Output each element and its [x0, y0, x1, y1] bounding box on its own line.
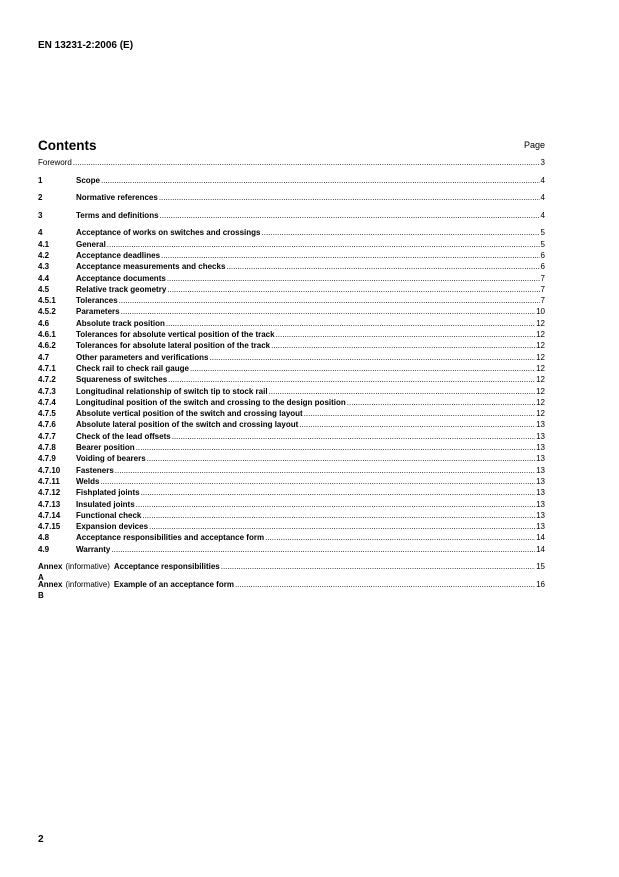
toc-entry-number: 4.7.13: [38, 499, 61, 509]
toc-entry-title: Foreword: [38, 158, 72, 167]
toc-entry-title: Acceptance deadlines: [76, 250, 161, 260]
dot-leader: [101, 175, 540, 186]
toc-entry-title: Scope: [76, 175, 101, 185]
dot-leader: [136, 442, 535, 453]
toc-entry[interactable]: [38, 532, 545, 543]
toc-annex-entry[interactable]: [38, 561, 545, 583]
toc-entry-page: 13: [536, 522, 545, 532]
toc-entry-title: Acceptance responsibilities and acceptance form: [76, 533, 265, 543]
dot-leader: [161, 250, 540, 261]
dot-leader: [235, 579, 535, 590]
dot-leader: [210, 352, 536, 363]
toc-entry-number: 4.2: [38, 250, 50, 260]
toc-entry-number: 4.4: [38, 273, 50, 283]
toc-entry-page: 13: [536, 499, 545, 509]
toc-entry-number: 4.7: [38, 352, 50, 362]
toc-entry-title: Longitudinal relationship of switch tip to stock rail: [76, 386, 268, 396]
toc-entry-title: Tolerances for absolute vertical position of the track: [76, 330, 275, 340]
table-of-contents: [38, 157, 545, 600]
toc-entry-number: 4.7.2: [38, 375, 56, 385]
toc-entry[interactable]: [38, 175, 545, 186]
toc-entry-page: 12: [536, 363, 545, 373]
toc-entry[interactable]: [38, 329, 545, 340]
toc-entry-title: Absolute vertical position of the switch and crossing layout: [76, 409, 303, 419]
toc-entry-number: 4.7.14: [38, 510, 61, 520]
toc-entry-title: Check rail to check rail gauge: [76, 363, 189, 373]
dot-leader: [271, 340, 535, 351]
toc-entry[interactable]: [38, 192, 545, 203]
toc-entry-page: 3: [540, 158, 545, 167]
dot-leader: [107, 239, 540, 250]
toc-entry[interactable]: [38, 261, 545, 272]
annex-label: Annex B: [38, 579, 63, 600]
toc-entry-number: 4.7.4: [38, 397, 56, 407]
toc-entry-page: 12: [536, 397, 545, 407]
toc-entry-number: 4.8: [38, 533, 50, 543]
toc-entry-title: Normative references: [76, 193, 158, 203]
toc-entry-page: 6: [540, 262, 545, 272]
dot-leader: [119, 295, 540, 306]
toc-entry[interactable]: [38, 227, 545, 238]
dot-leader: [276, 329, 536, 340]
toc-entry[interactable]: [38, 250, 545, 261]
toc-entry-page: 4: [540, 210, 545, 220]
toc-entry-title: Voiding of bearers: [76, 454, 146, 464]
toc-entry[interactable]: [38, 273, 545, 284]
annex-informative-note: (informative): [65, 562, 110, 572]
dot-leader: [100, 476, 535, 487]
toc-entry-title: Parameters: [76, 307, 120, 317]
toc-entry-page: 14: [536, 533, 545, 543]
annex-page: 16: [536, 579, 545, 589]
annex-informative-note: (informative): [65, 579, 110, 589]
toc-entry-number: 4.9: [38, 544, 50, 554]
toc-entry-page: 7: [540, 273, 545, 283]
toc-entry[interactable]: [38, 318, 545, 329]
toc-entry-title: General: [76, 239, 106, 249]
dot-leader: [221, 561, 535, 572]
toc-entry-title: Fasteners: [76, 465, 114, 475]
toc-entry-page: 12: [536, 341, 545, 351]
dot-leader: [190, 363, 535, 374]
toc-entry-page: 4: [540, 175, 545, 185]
toc-entry[interactable]: [38, 386, 545, 397]
annex-title: Example of an acceptance form: [113, 579, 234, 589]
dot-leader: [167, 284, 539, 295]
dot-leader: [265, 532, 535, 543]
annex-page: 15: [536, 562, 545, 572]
toc-entry-page: 13: [536, 431, 545, 441]
toc-entry[interactable]: [38, 510, 545, 521]
toc-entry[interactable]: [38, 431, 545, 442]
toc-entry-number: 4.7.3: [38, 386, 56, 396]
toc-annex-entry[interactable]: [38, 579, 545, 600]
toc-entry-page: 7: [540, 296, 545, 306]
toc-entry[interactable]: [38, 363, 545, 374]
toc-entry[interactable]: [38, 374, 545, 385]
toc-entry-page: 13: [536, 443, 545, 453]
toc-entry-number: 4.1: [38, 239, 50, 249]
toc-entry-title: Bearer position: [76, 443, 135, 453]
dot-leader: [121, 306, 536, 317]
toc-entry-title: Terms and definitions: [76, 210, 159, 220]
toc-entry[interactable]: [38, 340, 545, 351]
toc-entry-page: 13: [536, 510, 545, 520]
toc-entry-page: 7: [540, 284, 545, 294]
toc-entry[interactable]: [38, 476, 545, 487]
toc-entry-title: Expansion devices: [76, 522, 149, 532]
dot-leader: [111, 544, 535, 555]
toc-entry-title: Other parameters and verifications: [76, 352, 209, 362]
annex-title: Acceptance responsibilities: [113, 562, 220, 572]
toc-entry-number: 4.7.7: [38, 431, 56, 441]
dot-leader: [147, 453, 535, 464]
toc-entry-number: 4.7.12: [38, 488, 61, 498]
dot-leader: [167, 273, 540, 284]
toc-entry[interactable]: [38, 487, 545, 498]
dot-leader: [115, 465, 535, 476]
dot-leader: [141, 487, 536, 498]
toc-entry-page: 12: [536, 330, 545, 340]
document-id: EN 13231-2:2006 (E): [38, 40, 134, 51]
toc-entry-number: 4.7.9: [38, 454, 56, 464]
toc-entry-page: 14: [536, 544, 545, 554]
dot-leader: [73, 157, 540, 168]
toc-entry-title: Insulated joints: [76, 499, 135, 509]
dot-leader: [142, 510, 535, 521]
toc-entry-number: 4.7.6: [38, 420, 56, 430]
toc-entry-page: 13: [536, 454, 545, 464]
dot-leader: [304, 408, 535, 419]
dot-leader: [136, 499, 535, 510]
dot-leader: [168, 374, 535, 385]
toc-entry[interactable]: [38, 419, 545, 430]
toc-entry-page: 6: [540, 250, 545, 260]
toc-entry[interactable]: [38, 210, 545, 221]
toc-entry[interactable]: [38, 453, 545, 464]
toc-entry-title: Longitudinal position of the switch and crossing to the design position: [76, 397, 346, 407]
toc-entry-number: 4.6: [38, 318, 50, 328]
toc-entry-title: Absolute track position: [76, 318, 165, 328]
dot-leader: [226, 261, 539, 272]
toc-entry-number: 4.7.1: [38, 363, 56, 373]
toc-entry[interactable]: [38, 239, 545, 250]
toc-entry-title: Acceptance of works on switches and crossings: [76, 228, 261, 238]
toc-entry[interactable]: [38, 465, 545, 476]
toc-entry-number: 4.7.8: [38, 443, 56, 453]
toc-entry-page: 12: [536, 318, 545, 328]
dot-leader: [262, 227, 540, 238]
toc-entry[interactable]: [38, 499, 545, 510]
toc-entry-page: 10: [536, 307, 545, 317]
toc-entry-page: 4: [540, 193, 545, 203]
toc-entry-page: 13: [536, 476, 545, 486]
toc-entry-page: 12: [536, 352, 545, 362]
toc-entry-page: 12: [536, 409, 545, 419]
toc-entry[interactable]: [38, 521, 545, 532]
toc-entry[interactable]: [38, 408, 545, 419]
toc-entry-number: 4.3: [38, 262, 50, 272]
toc-entry[interactable]: [38, 544, 545, 555]
toc-entry-title: Warranty: [76, 544, 111, 554]
toc-entry-page: 5: [540, 228, 545, 238]
toc-entry[interactable]: [38, 442, 545, 453]
toc-entry-page: 13: [536, 488, 545, 498]
toc-entry[interactable]: [38, 295, 545, 306]
toc-entry-number: 4.7.10: [38, 465, 61, 475]
dot-leader: [347, 397, 535, 408]
toc-entry-page: 5: [540, 239, 545, 249]
toc-entry-number: 3: [38, 210, 43, 220]
toc-entry-number: 1: [38, 175, 43, 185]
toc-entry-title: Fishplated joints: [76, 488, 140, 498]
dot-leader: [160, 210, 540, 221]
toc-entry-number: 4.5.1: [38, 296, 56, 306]
toc-entry-title: Welds: [76, 476, 100, 486]
annex-label: Annex A: [38, 562, 63, 583]
toc-entry-title: Relative track geometry: [76, 284, 167, 294]
toc-entry[interactable]: [38, 284, 545, 295]
toc-entry-number: 4.7.11: [38, 476, 60, 486]
dot-leader: [299, 419, 535, 430]
toc-entry-number: 4.7.5: [38, 409, 56, 419]
toc-entry-page: 12: [536, 386, 545, 396]
page-column-label: Page: [523, 140, 545, 150]
toc-entry-number: 4.5: [38, 284, 50, 294]
toc-entry-title: Acceptance documents: [76, 273, 166, 283]
dot-leader: [166, 318, 535, 329]
toc-entry-number: 4.7.15: [38, 522, 61, 532]
toc-entry-number: 4: [38, 228, 43, 238]
toc-entry-title: Absolute lateral position of the switch and crossing layout: [76, 420, 299, 430]
toc-entry-title: Acceptance measurements and checks: [76, 262, 226, 272]
toc-entry-page: 13: [536, 420, 545, 430]
toc-entry-title: Check of the lead offsets: [76, 431, 171, 441]
contents-heading: Contents: [38, 138, 97, 153]
toc-entry[interactable]: [38, 352, 545, 363]
toc-entry[interactable]: [38, 397, 545, 408]
toc-entry-number: 2: [38, 193, 43, 203]
toc-entry-title: Tolerances for absolute lateral position of the track: [76, 341, 271, 351]
toc-entry-number: 4.6.2: [38, 341, 56, 351]
toc-entry-title: Tolerances: [76, 296, 118, 306]
toc-entry-page: 12: [536, 375, 545, 385]
toc-entry-number: 4.6.1: [38, 330, 56, 340]
toc-entry-page: 13: [536, 465, 545, 475]
dot-leader: [149, 521, 535, 532]
dot-leader: [159, 192, 540, 203]
toc-entry[interactable]: [38, 306, 545, 317]
page-number: 2: [38, 834, 44, 845]
toc-entry[interactable]: [38, 157, 545, 168]
dot-leader: [172, 431, 535, 442]
dot-leader: [269, 386, 536, 397]
toc-entry-number: 4.5.2: [38, 307, 56, 317]
toc-entry-title: Squareness of switches: [76, 375, 168, 385]
toc-entry-title: Functional check: [76, 510, 142, 520]
